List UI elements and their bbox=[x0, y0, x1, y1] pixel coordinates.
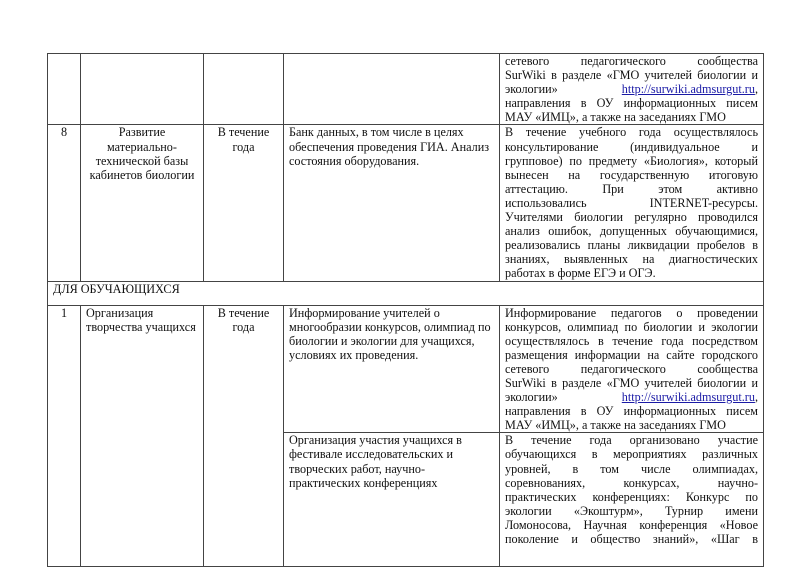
section-title: ДЛЯ ОБУЧАЮЩИХСЯ bbox=[48, 281, 764, 305]
direction-cell: Организация творчества учащихся bbox=[81, 305, 204, 567]
result-cell: Информирование педагогов о проведении конкурсов, олимпиад по биологии и экологии осуществлялось в течение года посредством размещения информации на сайте городского сетевого педагогического сообщества SurWiki в разделе «ГМО учителей биологии и экологии» http://surwiki.admsurgut.ru, направления в ОУ информационных писем МАУ «ИМЦ», а также на заседаниях ГМО bbox=[500, 305, 764, 433]
table-row bbox=[48, 125, 764, 281]
surwiki-link[interactable]: http://surwiki.admsurgut.ru bbox=[621, 82, 755, 97]
term-cell bbox=[204, 54, 284, 125]
activity-cell: Информирование учителей о многообразии конкурсов, олимпиад по биологии и экологии для учащихся, условиях их проведения. bbox=[284, 305, 500, 433]
term-cell: В течение года bbox=[204, 305, 284, 567]
result-cell: сетевого педагогического сообщества SurWiki в разделе «ГМО учителей биологии и экологии» http://surwiki.admsurgut.ru, направления в ОУ информационных писем МАУ «ИМЦ», а также на заседаниях ГМО bbox=[500, 54, 764, 125]
result-cell: В течение учебного года осуществлялось консультирование (индивидуальное и групповое) по предмету «Биология», который вынесен на государственную итоговую аттестацию. При этом активно использовались INTERNET-ресурсы. Учителями биологии регулярно проводился анализ ошибок, допущенных обучающимися, реализовались планы ликвидации пробелов в знаниях, выявленных на диагностических работах в форме ЕГЭ и ОГЭ. bbox=[500, 125, 764, 281]
surwiki-link[interactable]: http://surwiki.admsurgut.ru bbox=[621, 390, 755, 405]
row-number-cell: 8 bbox=[48, 125, 81, 281]
activity-cell: Организация участия учащихся в фестивале исследовательских и творческих работ, научно-практических конференциях bbox=[284, 433, 500, 567]
plan-table bbox=[47, 53, 764, 567]
direction-cell bbox=[81, 54, 204, 125]
row-number-cell: 1 bbox=[48, 305, 81, 567]
section-row bbox=[48, 281, 764, 305]
table-row bbox=[48, 305, 764, 433]
activity-cell: Банк данных, в том числе в целях обеспечения проведения ГИА. Анализ состояния оборудования. bbox=[284, 125, 500, 281]
direction-cell: Развитие материально-технической базы кабинетов биологии bbox=[81, 125, 204, 281]
term-cell: В течение года bbox=[204, 125, 284, 281]
result-cell: В течение года организовано участие обучающихся в мероприятиях различных уровней, в том числе олимпиадах, соревнованиях, конкурсах, научно- практических конференциях: Конкурс по экологии «Экоштурм», Турнир имени Ломоносова, Научная конференция «Новое поколение и общество знаний», «Шаг в bbox=[500, 433, 764, 567]
table-row bbox=[48, 54, 764, 125]
row-number-cell bbox=[48, 54, 81, 125]
activity-cell bbox=[284, 54, 500, 125]
